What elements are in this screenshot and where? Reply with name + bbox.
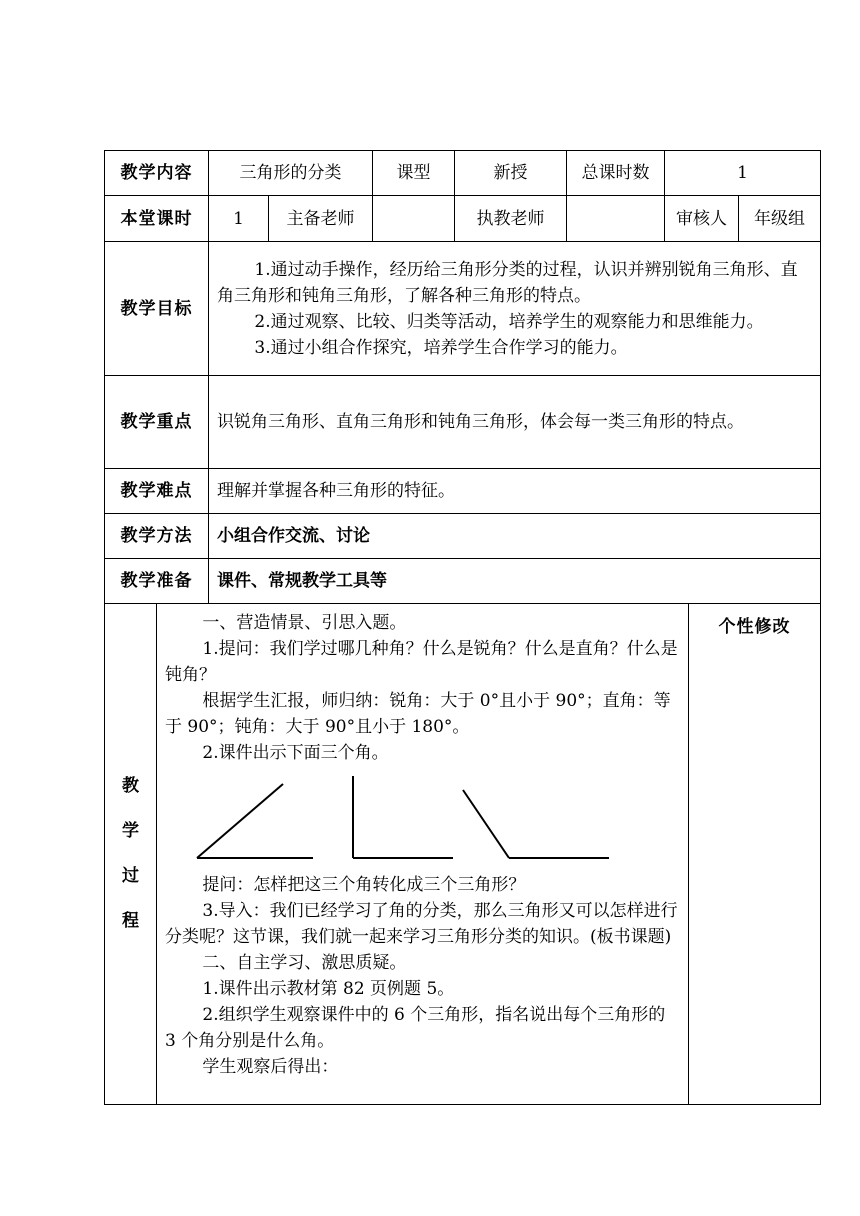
process-paragraph: 一、营造情景、引思入题。 bbox=[202, 613, 407, 633]
preparation-text: 课件、常规教学工具等 bbox=[209, 559, 821, 604]
content-value: 三角形的分类 bbox=[209, 151, 373, 196]
process-paragraph: 提问：怎样把这三个角转化成三个三角形？ bbox=[202, 875, 526, 895]
main-teacher-label: 主备老师 bbox=[269, 196, 373, 242]
row-period bbox=[105, 196, 821, 242]
difficulty-label: 教学难点 bbox=[105, 469, 209, 514]
right-angle bbox=[353, 776, 453, 858]
type-value: 新授 bbox=[455, 151, 567, 196]
process-label bbox=[105, 604, 157, 1105]
row-preparation bbox=[105, 559, 821, 604]
process-paragraph: 3.导入：我们已经学习了角的分类，那么三角形又可以怎样进行分类呢？这节课，我们就一起来学习三角形分类的知识。(板书课题) bbox=[165, 901, 678, 947]
row-content bbox=[105, 151, 821, 196]
process-paragraph: 学生观察后得出： bbox=[202, 1057, 339, 1077]
preparation-label: 教学准备 bbox=[105, 559, 209, 604]
goal-item: 3.通过小组合作探究，培养学生合作学习的能力。 bbox=[254, 337, 628, 358]
row-process bbox=[105, 604, 821, 1105]
exec-teacher-value bbox=[567, 196, 665, 242]
method-label: 教学方法 bbox=[105, 514, 209, 559]
total-periods-value: 1 bbox=[665, 151, 821, 196]
process-label-char: 教 bbox=[122, 776, 139, 796]
row-method bbox=[105, 514, 821, 559]
process-paragraph: 1.课件出示教材第 82 页例题 5。 bbox=[202, 979, 455, 999]
period-label: 本堂课时 bbox=[105, 196, 209, 242]
row-difficulty bbox=[105, 469, 821, 514]
process-paragraph: 1.提问：我们学过哪几种角？什么是锐角？什么是直角？什么是钝角？ bbox=[165, 639, 678, 685]
personal-modification-label: 个性修改 bbox=[689, 604, 821, 1105]
row-goals bbox=[105, 242, 821, 376]
key-points-label: 教学重点 bbox=[105, 376, 209, 469]
goals-content bbox=[209, 242, 821, 376]
acute-angle bbox=[197, 784, 313, 858]
lesson-plan-table bbox=[104, 150, 821, 1105]
process-content bbox=[157, 604, 689, 1105]
main-teacher-value bbox=[373, 196, 455, 242]
three-angles-figure bbox=[165, 772, 685, 868]
method-text: 小组合作交流、讨论 bbox=[209, 514, 821, 559]
period-value: 1 bbox=[209, 196, 269, 242]
exec-teacher-label: 执教老师 bbox=[455, 196, 567, 242]
process-label-char: 程 bbox=[122, 911, 139, 931]
key-points-text: 识锐角三角形、直角三角形和钝角三角形，体会每一类三角形的特点。 bbox=[209, 376, 821, 469]
process-paragraph: 2.组织学生观察课件中的 6 个三角形，指名说出每个三角形的 3 个角分别是什么角。 bbox=[165, 1005, 666, 1051]
process-paragraph: 根据学生汇报，师归纳：锐角：大于 0°且小于 90°；直角：等于 90°；钝角：大于 90°且小于 180°。 bbox=[165, 691, 671, 737]
type-label: 课型 bbox=[373, 151, 455, 196]
process-label-char: 过 bbox=[122, 866, 139, 886]
reviewer-label: 审核人 bbox=[665, 196, 739, 242]
process-paragraph: 二、自主学习、激思质疑。 bbox=[202, 953, 407, 973]
goal-item: 2.通过观察、比较、归类等活动，培养学生的观察能力和思维能力。 bbox=[254, 311, 764, 332]
total-periods-label: 总课时数 bbox=[567, 151, 665, 196]
goals-label: 教学目标 bbox=[105, 242, 209, 376]
difficulty-text: 理解并掌握各种三角形的特征。 bbox=[209, 469, 821, 514]
goal-item: 1.通过动手操作，经历给三角形分类的过程，认识并辨别锐角三角形、直角三角形和钝角三角形，了解各种三角形的特点。 bbox=[217, 259, 798, 306]
content-label: 教学内容 bbox=[105, 151, 209, 196]
row-key-points bbox=[105, 376, 821, 469]
process-label-char: 学 bbox=[122, 821, 139, 841]
obtuse-angle bbox=[463, 790, 609, 858]
process-paragraph: 2.课件出示下面三个角。 bbox=[202, 743, 389, 763]
reviewer-value: 年级组 bbox=[739, 196, 821, 242]
